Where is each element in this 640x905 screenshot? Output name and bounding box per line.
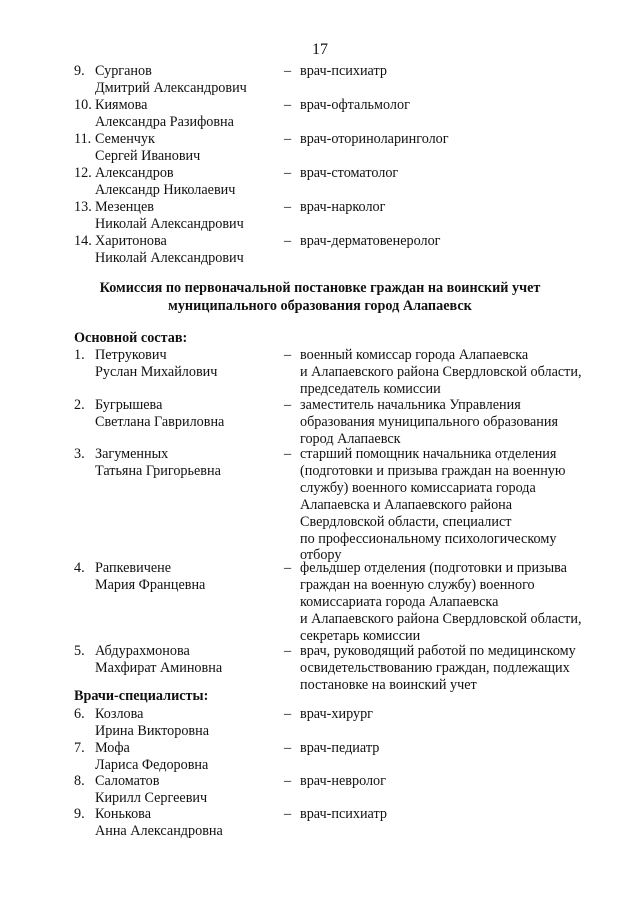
member-role [300, 560, 610, 645]
member-role-line: заместитель начальника Управления [300, 397, 521, 413]
member-role [300, 347, 610, 398]
dash-separator: – [284, 740, 292, 756]
member-role-line: граждан на военную службу) военного [300, 576, 535, 593]
dash-separator: – [284, 131, 292, 147]
member-number: 10. [74, 97, 92, 113]
member-name [95, 740, 285, 774]
member-number: 4. [74, 560, 85, 576]
member-role-line: Алапаевска и Алапаевского района [300, 496, 513, 513]
member-role [300, 643, 610, 694]
member-given-name: Александра Разифовна [95, 113, 234, 130]
member-role-line: фельдшер отделения (подготовки и призыва [300, 560, 567, 576]
dash-separator: – [284, 347, 292, 363]
commission-title-line: Комиссия по первоначальной постановке граждан на воинский учет [99, 280, 541, 296]
member-surname: Петрукович [95, 347, 167, 363]
member-role-line: (подготовки и призыва граждан на военную [300, 462, 566, 479]
member-name [95, 446, 285, 480]
member-role [300, 199, 610, 216]
member-number: 8. [74, 773, 85, 789]
member-role [300, 806, 610, 823]
commission-title [60, 279, 580, 315]
member-role [300, 233, 610, 250]
member-given-name: Кирилл Сергеевич [95, 789, 208, 806]
member-name [95, 165, 285, 199]
member-surname: Саломатов [95, 773, 160, 789]
member-role-line: старший помощник начальника отделения [300, 446, 557, 462]
member-role [300, 740, 610, 757]
member-number: 2. [74, 397, 85, 413]
member-role [300, 773, 610, 790]
member-number: 11. [74, 131, 92, 147]
member-number: 3. [74, 446, 85, 462]
member-role [300, 131, 610, 148]
member-surname: Конькова [95, 806, 151, 822]
member-name [95, 199, 285, 233]
member-role-line: врач-хирург [300, 706, 373, 722]
member-surname: Сурганов [95, 63, 152, 79]
member-given-name: Руслан Михайлович [95, 363, 218, 380]
member-surname: Рапкевичене [95, 560, 172, 576]
member-given-name: Мария Францевна [95, 576, 206, 593]
member-name [95, 706, 285, 740]
member-given-name: Сергей Иванович [95, 147, 201, 164]
member-surname: Абдурахмонова [95, 643, 190, 659]
member-given-name: Дмитрий Александрович [95, 79, 247, 96]
member-name [95, 347, 285, 381]
member-role-line: Свердловской области, специалист [300, 513, 512, 530]
member-given-name: Александр Николаевич [95, 181, 236, 198]
member-name [95, 63, 285, 97]
member-role-line: врач-психиатр [300, 63, 387, 79]
member-surname: Семенчук [95, 131, 155, 147]
dash-separator: – [284, 806, 292, 822]
member-number: 14. [74, 233, 92, 249]
member-number: 5. [74, 643, 85, 659]
member-role-line: врач-психиатр [300, 806, 387, 822]
member-role [300, 63, 610, 80]
member-number: 6. [74, 706, 85, 722]
member-role-line: и Алапаевского района Свердловской области, [300, 610, 582, 627]
member-role [300, 165, 610, 182]
member-number: 1. [74, 347, 85, 363]
page-number: 17 [312, 41, 328, 58]
dash-separator: – [284, 397, 292, 413]
member-given-name: Николай Александрович [95, 215, 244, 232]
member-role [300, 97, 610, 114]
member-given-name: Анна Александровна [95, 822, 223, 839]
member-surname: Козлова [95, 706, 144, 722]
main-composition-heading: Основной состав: [74, 330, 188, 346]
member-role-line: врач-офтальмолог [300, 97, 410, 113]
member-name [95, 131, 285, 165]
member-number: 7. [74, 740, 85, 756]
dash-separator: – [284, 165, 292, 181]
member-surname: Киямова [95, 97, 148, 113]
member-name [95, 773, 285, 807]
member-role [300, 397, 610, 448]
member-role-line: врач-педиатр [300, 740, 380, 756]
member-role-line: врач-оториноларинголог [300, 131, 449, 147]
dash-separator: – [284, 706, 292, 722]
member-role-line: службу) военного комиссариата города [300, 479, 536, 496]
member-role-line: врач, руководящий работой по медицинскому [300, 643, 576, 659]
member-number: 9. [74, 63, 85, 79]
member-name [95, 233, 285, 267]
dash-separator: – [284, 233, 292, 249]
member-name [95, 560, 285, 594]
member-role-line: отбору [300, 547, 342, 564]
dash-separator: – [284, 773, 292, 789]
member-given-name: Махфират Аминовна [95, 659, 223, 676]
member-role-line: председатель комиссии [300, 380, 441, 397]
member-role-line: врач-нарколог [300, 199, 386, 215]
member-name [95, 643, 285, 677]
member-given-name: Светлана Гавриловна [95, 413, 225, 430]
member-role-line: комиссариата города Алапаевска [300, 593, 499, 610]
member-given-name: Татьяна Григорьевна [95, 462, 221, 479]
member-role-line: образования муниципального образования [300, 413, 559, 430]
member-role-line: военный комиссар города Алапаевска [300, 347, 529, 363]
member-surname: Бугрышева [95, 397, 163, 413]
member-surname: Александров [95, 165, 174, 181]
member-name [95, 397, 285, 431]
member-number: 13. [74, 199, 92, 215]
specialists-heading: Врачи-специалисты: [74, 688, 209, 704]
dash-separator: – [284, 63, 292, 79]
member-role-line: врач-стоматолог [300, 165, 399, 181]
member-role [300, 446, 610, 564]
dash-separator: – [284, 643, 292, 659]
member-number: 9. [74, 806, 85, 822]
member-given-name: Лариса Федоровна [95, 756, 209, 773]
dash-separator: – [284, 97, 292, 113]
member-role-line: врач-невролог [300, 773, 386, 789]
commission-title-line: муниципального образования город Алапаевск [168, 298, 472, 314]
member-surname: Загуменных [95, 446, 169, 462]
member-surname: Харитонова [95, 233, 167, 249]
member-surname: Мезенцев [95, 199, 154, 215]
member-given-name: Николай Александрович [95, 249, 244, 266]
member-role-line: постановке на воинский учет [300, 676, 477, 693]
member-surname: Мофа [95, 740, 130, 756]
member-role [300, 706, 610, 723]
member-role-line: по профессиональному психологическому [300, 530, 557, 547]
member-role-line: и Алапаевского района Свердловской области, [300, 363, 582, 380]
member-role-line: город Алапаевск [300, 430, 401, 447]
dash-separator: – [284, 560, 292, 576]
member-number: 12. [74, 165, 92, 181]
dash-separator: – [284, 446, 292, 462]
member-role-line: врач-дерматовенеролог [300, 233, 441, 249]
member-name [95, 806, 285, 840]
dash-separator: – [284, 199, 292, 215]
member-role-line: освидетельствованию граждан, подлежащих [300, 659, 570, 676]
member-given-name: Ирина Викторовна [95, 722, 210, 739]
member-role-line: секретарь комиссии [300, 627, 421, 644]
member-name [95, 97, 285, 131]
